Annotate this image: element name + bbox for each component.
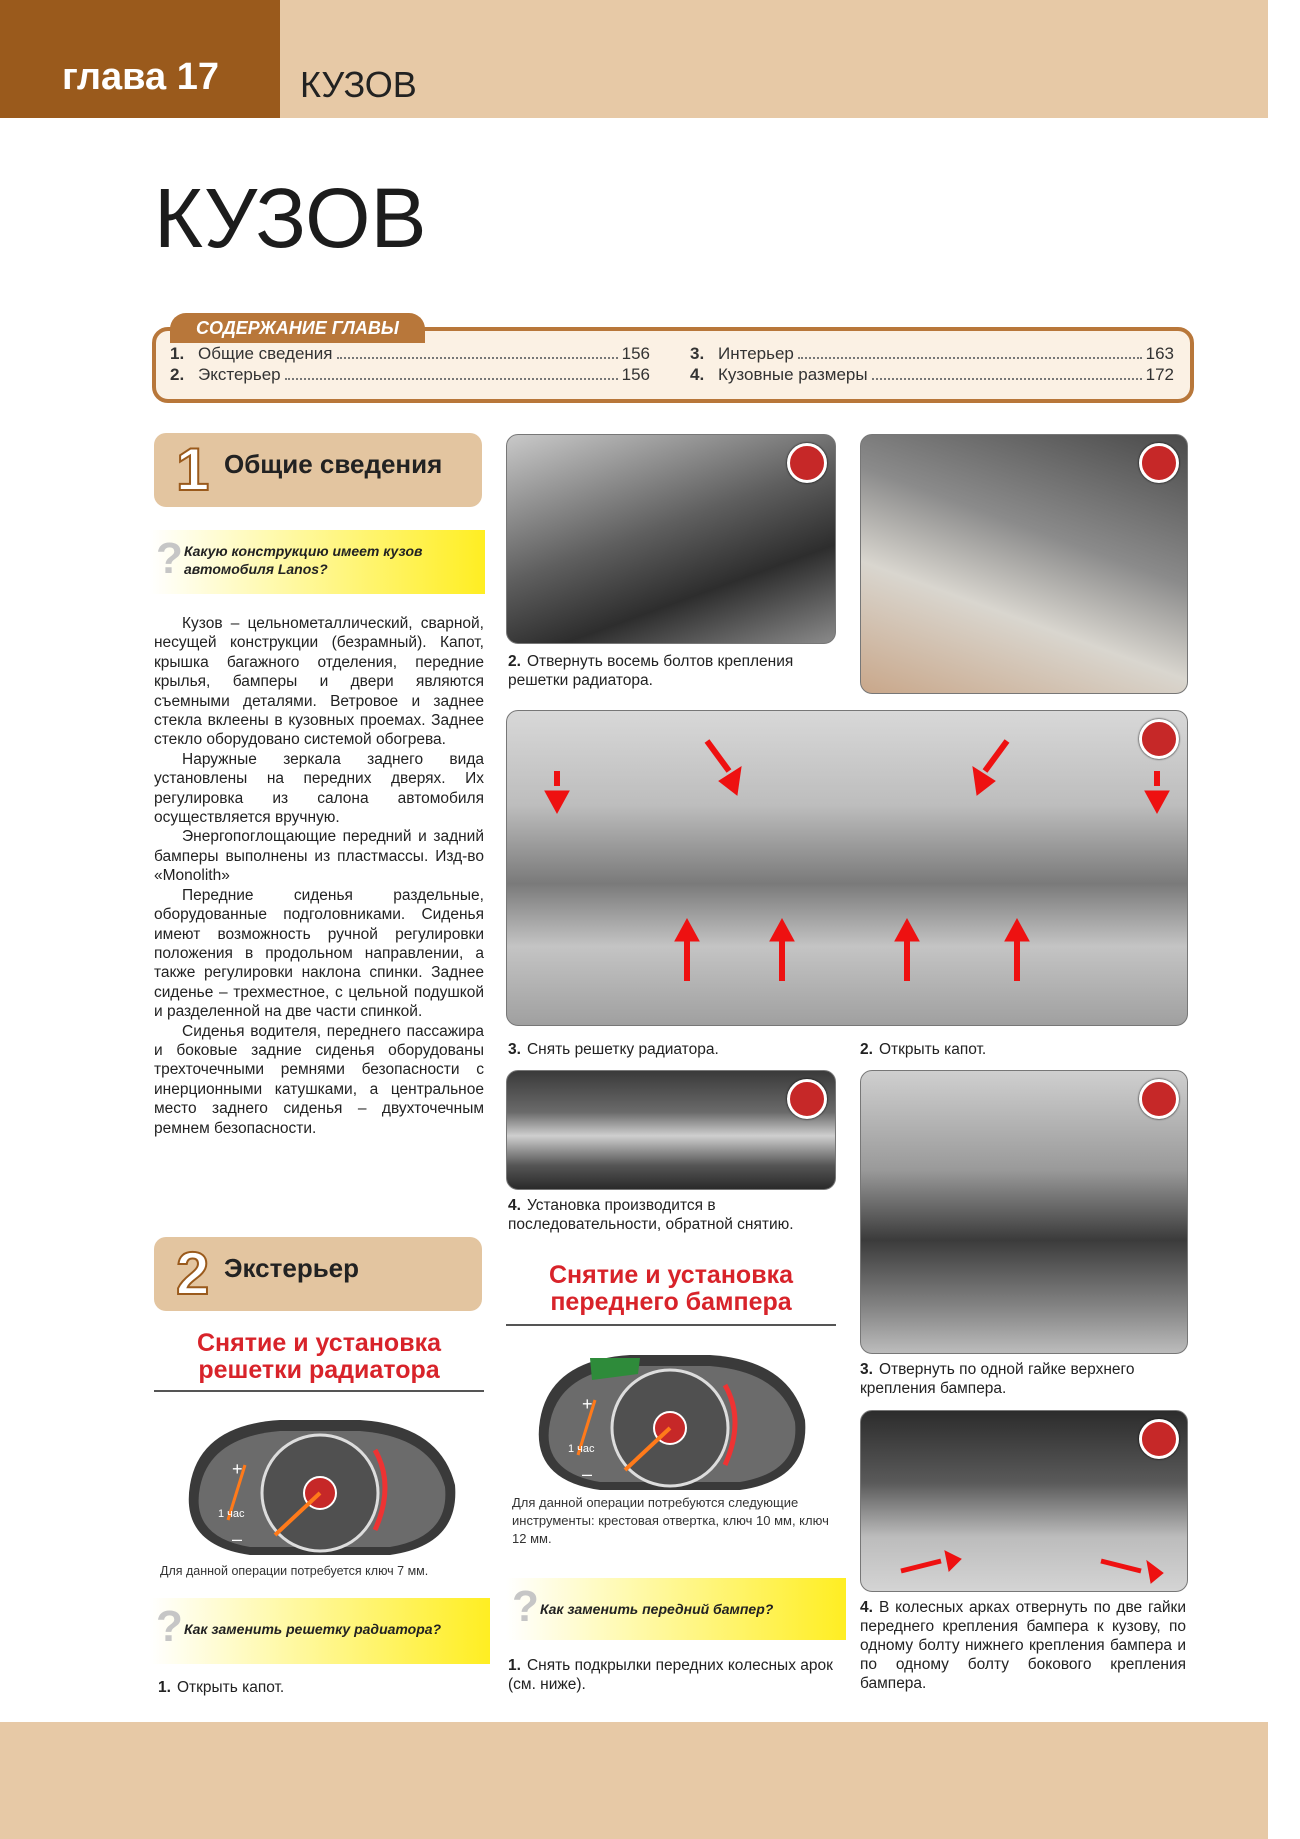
svg-text:–: – bbox=[232, 1529, 243, 1549]
grille-tool-note: Для данной операции потребуется ключ 7 мм. bbox=[160, 1564, 429, 1578]
bumper-step-4-caption: 4. В колесных арках отвернуть по две гайки переднего крепления бампера к кузову, по одному болту нижнего крепления бампера и по одному болту бокового крепления бампера. bbox=[860, 1599, 1186, 1692]
section-header-exterior: 2 Экстерьер bbox=[154, 1237, 482, 1311]
question-bar: ? Как заменить передний бампер? bbox=[506, 1578, 846, 1640]
section-header-general: 1 Общие сведения bbox=[154, 433, 482, 507]
toc-item[interactable]: 2. Экстерьер 156 bbox=[170, 365, 650, 384]
page-footer-band bbox=[0, 1722, 1268, 1839]
divider bbox=[154, 1390, 484, 1392]
photo-grille-installed bbox=[506, 1070, 836, 1190]
question-bar: ? Какую конструкцию имеет кузов автомобиля Lanos? bbox=[150, 530, 485, 594]
grille-step-2-caption: 2. Отвернуть восемь болтов крепления решетки радиатора. bbox=[508, 653, 794, 689]
chapter-title: КУЗОВ bbox=[300, 64, 417, 105]
gauge-time-label: 1 час bbox=[218, 1508, 245, 1520]
svg-text:+: + bbox=[582, 1394, 593, 1414]
bumper-heading: Снятие и установка переднего бампера bbox=[548, 1261, 793, 1316]
question-mark-icon: ? bbox=[156, 534, 183, 583]
publisher-logo-icon bbox=[787, 443, 827, 483]
grille-heading: Снятие и установка решетки радиатора bbox=[196, 1329, 441, 1384]
bumper-tool-note: Для данной операции потребуются следующие инструменты: крестовая отвертка, ключ 10 мм, ключ 12 мм. bbox=[512, 1495, 829, 1546]
chapter-title-band bbox=[280, 0, 1268, 118]
section1-body-text: Кузов – цельнометаллический, сварной, несущей конструкции (безрамный). Капот, крышка багажного отделения, передние крылья, бамперы и двери являются съемными деталями. Ветровое и заднее стекла вклеены в кузовных проемах. Заднее стекло оборудовано системой обогрева. Наружные зеркала заднего вида установлены на передних дверях. Их регулировка из салона автомобиля осуществляется вручную. Энергопоглощающие передний и задний бамперы выполнены из пластмассы. Изд-во «Monolith» Передние сиденья раздельные, оборудованные подголовниками. Сиденья имеют возможность ручной регулировки положения в продольном направлении, а также регулировки наклона спинки. Заднее сиденье – трехместное, с цельной подушкой и разделенной на две части спинкой. Сиденья водителя, переднего пассажира и боковые задние сиденья оборудованы трехточечными ремнями безопасности с инерционными катушками, а центральное место заднего сиденья – двухточечным ремнем безопасности. bbox=[154, 615, 484, 1137]
publisher-logo-icon bbox=[1139, 443, 1179, 483]
photo-engine-bay bbox=[506, 434, 836, 644]
tool-gauge-graphic bbox=[170, 1405, 470, 1565]
tool-gauge-graphic bbox=[520, 1340, 820, 1500]
chapter-label: глава 17 bbox=[62, 56, 219, 98]
svg-text:–: – bbox=[582, 1464, 593, 1484]
arrow-markers bbox=[861, 1411, 1187, 1591]
bumper-step-2-caption: 2. Открыть капот. bbox=[860, 1041, 987, 1058]
grille-step-4-caption: 4. Установка производится в последовательности, обратной снятию. bbox=[508, 1197, 794, 1233]
photo-wheel-arch-bolts bbox=[860, 1410, 1188, 1592]
svg-text:+: + bbox=[232, 1459, 243, 1479]
page-title: КУЗОВ bbox=[154, 171, 427, 265]
bumper-step-3-caption: 3. Отвернуть по одной гайке верхнего крепления бампера. bbox=[860, 1361, 1135, 1397]
bumper-step-1: 1. Снять подкрылки передних колесных арок (см. ниже). bbox=[508, 1657, 833, 1693]
toc-item[interactable]: 3. Интерьер 163 bbox=[690, 344, 1174, 363]
gauge-time-label: 1 час bbox=[568, 1443, 595, 1455]
grille-step-3-caption: 3. Снять решетку радиатора. bbox=[508, 1041, 719, 1058]
photo-hood-open bbox=[860, 1070, 1188, 1354]
photo-grille-removed bbox=[506, 710, 1188, 1026]
arrow-markers bbox=[507, 711, 1187, 1025]
grille-step-1: 1. Открыть капот. bbox=[158, 1679, 285, 1696]
question-bar: ? Как заменить решетку радиатора? bbox=[150, 1598, 490, 1664]
divider bbox=[506, 1324, 836, 1326]
toc-heading: СОДЕРЖАНИЕ ГЛАВЫ bbox=[170, 313, 425, 343]
toc-item[interactable]: 1. Общие сведения 156 bbox=[170, 344, 650, 363]
question-mark-icon: ? bbox=[512, 1582, 539, 1631]
publisher-logo-icon bbox=[787, 1079, 827, 1119]
question-mark-icon: ? bbox=[156, 1602, 183, 1651]
toc-item[interactable]: 4. Кузовные размеры 172 bbox=[690, 365, 1174, 384]
photo-grille-bolt bbox=[860, 434, 1188, 694]
publisher-logo-icon bbox=[1139, 1079, 1179, 1119]
